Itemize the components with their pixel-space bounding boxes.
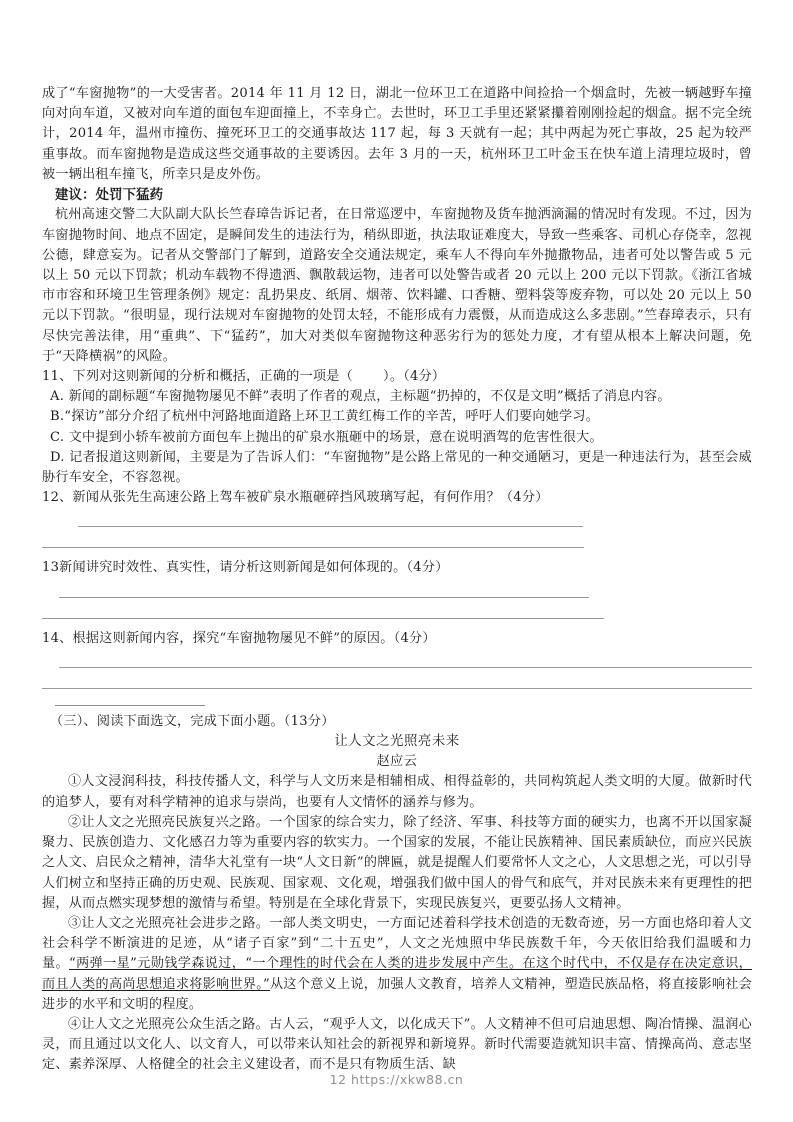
selection-paragraph-4: ④让人文之光照亮公众生活之路。古人云，“观乎人文，以化成天下”。人文精神不但可启迪思想、陶冶情操、温润心灵，而且通过以文化人、以文育人，可以带来认知社会的新视界和新境界。新时代需要造就知识丰富、情操高尚、意志坚定、素养深厚、人格健全的社会主义建设者，而不是只有物质生活、缺 (42, 1016, 752, 1073)
selection-paragraph-3-part-b: 从这个意义上说，加强人文教育，培养人文精神，塑造民族品格，将直接影响社会进步的水平和文明的程度。 (42, 976, 752, 1012)
news-paragraph-1: 成了“车窗抛物”的一大受害者。2014 年 11 月 12 日，湖北一位环卫工在道路中间捡拾一个烟盒时，先被一辆越野车撞向对向车道，又被对向车道的面包车迎面撞上，不幸身亡。去世时，环卫工手里还紧紧攥着刚刚捡起的烟盒。据不完全统计，2014 年，温州市撞伤、撞死环卫工的交通事故达 117 起，每 3 天就有一起；其中两起为死亡事故，25 起为较严重事故。而车窗抛物是造成这些交通事故的主要诱因。去年 3 月的一天，杭州环卫工叶金玉在快车道上清理垃圾时，曾被一辆出租车撞飞，所幸只是皮外伤。 (42, 86, 752, 182)
selection-paragraph-2: ②让人文之光照亮民族复兴之路。一个国家的综合实力，除了经济、军事、科技等方面的硬实力，也离不开以国家凝聚力、民族创造力、文化感召力等为重要内容的软实力。一个国家的发展，不能让民族精神、国民素质缺位，而应兴民族之人文、启民众之精神，清华大礼堂有一块“人文日新”的牌匾，就是提醒人们要常怀人文之心，人文思想之光，可以引导人们树立和坚持正确的历史观、民族观、国家观、文化观，增强我们做中国人的骨气和底气，并对民族未来有更理性的把握，从而点燃实现梦想的激情与希望。特别是在全球化背景下，实现民族复兴，更要弘扬人文精神。 (42, 814, 752, 911)
question-11-stem (42, 367, 752, 387)
question-11-option-b[interactable]: B.“探访”部分介绍了杭州中河路地面道路上环卫工黄红梅工作的辛苦，呼吁人们要向她学习。 (50, 409, 600, 425)
page-footer: 12 https://xkw88.cn (329, 1072, 464, 1087)
selection-title: 让人文之光照亮未来 (334, 734, 460, 750)
selection-paragraph-1: ①人文浸润科技，科技传播人文，科学与人文历来是相辅相成、相得益彰的，共同构筑起人类文明的大厦。做新时代的追梦人，要有对科学精神的追求与崇尚，也要有人文情怀的涵养与修为。 (42, 774, 752, 810)
question-13-stem: 13新闻讲究时效性、真实性，请分析这则新闻是如何体现的。（4分） (42, 560, 449, 576)
selection-paragraph-3-part-a: ③让人文之光照亮社会进步之路。一部人类文明史，一方面记述着科学技术创造的无数奇迹，另一方面也烙印着人文社会科学不断演进的足迹，从“诸子百家”到“二十五史”，人文之光烛照中华民族数千年，今天依旧给我们温暖和力量。 (42, 915, 752, 972)
question-11-option-a[interactable]: A. 新闻的副标题“车窗抛物屡见不鲜”表明了作者的观点，主标题“扔掉的，不仅是文明”概括了消息内容。 (50, 389, 671, 405)
selection-paragraph-3 (42, 914, 752, 1015)
selection-paragraph-3-underlined: “两弹一星”元勋钱学森说过，“一个理性的时代会在人类的进步发展中产生。在这个时代中，不仅是存在决定意识，而且人类的高尚思想追求将影响世界。” (42, 956, 752, 992)
question-14-stem: 14、根据这则新闻内容，探究“车窗抛物屡见不鲜”的原因。（4分） (42, 630, 436, 646)
question-11-option-c[interactable]: C. 文中提到小轿车被前方面包车上抛出的矿泉水瓶砸中的场景，意在说明酒驾的危害性很大。 (50, 429, 603, 445)
question-11-stem-before: 11、下列对这则新闻的分析和概括，正确的一项是（ (42, 369, 354, 385)
news-paragraph-2: 杭州高速交警二大队副大队长竺春璋告诉记者，在日常巡逻中，车窗抛物及货车抛洒滴漏的情况时有发现。不过，因为车窗抛物时间、地点不固定，是瞬间发生的违法行为，稍纵即逝，执法取证难度大，导致一些乘客、司机心存侥幸，忽视公德，肆意妄为。记者从交警部门了解到，道路安全交通法规定，乘车人不得向车外抛撒物品，违者可处以警告或 5 元以上 50 元以下罚款；机动车载物不得遗洒、飘散载运物，违者可以处警告或者 20 元以上 200 元以下罚款。《浙江省城市市容和环境卫生管理条例》规定：乱扔果皮、纸屑、烟蒂、饮料罐、口香糖、塑料袋等废弃物，可以处 20 元以上 50 元以下罚款。“很明显，现行法规对车窗抛物的处罚太轻，不能形成有力震慑，从而造成这么多悲剧。”竺春璋表示，只有尽快完善法律，用“重典”、下“猛药”，加大对类似车窗抛物这种恶劣行为的惩处力度，才有望从根本上解决问题，免于“天降横祸”的风险。 (42, 207, 752, 364)
question-11-stem-after: ）。（4分） (383, 369, 446, 385)
section-3-heading: （三）、阅读下面选文，完成下面小题。（13分） (50, 713, 335, 729)
question-12-stem: 12、新闻从张先生高速公路上驾车被矿泉水瓶砸碎挡风玻璃写起，有何作用？（4分） (42, 490, 549, 506)
news-subheading: 建议：处罚下猛药 (55, 187, 164, 204)
question-11-option-d[interactable]: D. 记者报道这则新闻，主要是为了告诉人们：“车窗抛物”是公路上常见的一种交通陋习，更是一种违法行为，甚至会威胁行车安全，不容忽视。 (42, 449, 752, 486)
selection-author: 赵应云 (376, 754, 418, 770)
